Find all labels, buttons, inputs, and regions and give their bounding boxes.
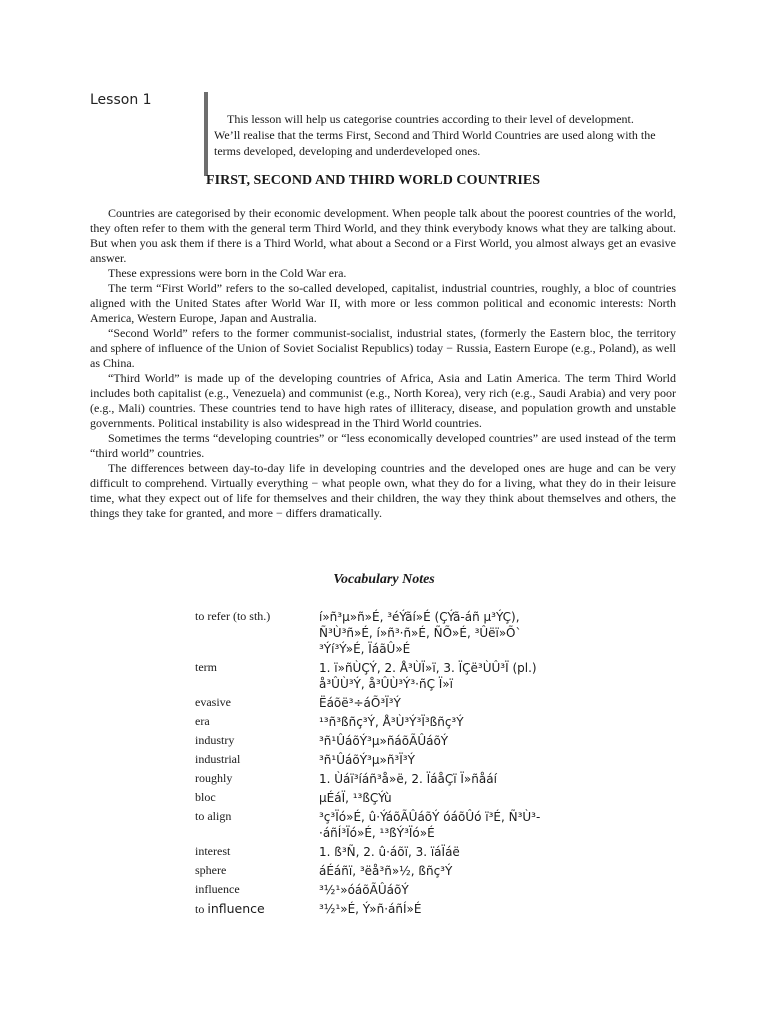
- paragraph: These expressions were born in the Cold War era.: [108, 266, 347, 280]
- vocab-term: evasive: [195, 695, 231, 709]
- vocab-row: [195, 769, 565, 788]
- vocab-term: era: [195, 714, 210, 728]
- vocab-def: µÉáÏ, ¹³ßÇÝù: [319, 790, 392, 805]
- vocab-def: áÉáñï, ³ëå³ñ»½, ßñç³Ý: [319, 863, 453, 878]
- paragraph: “Second World” refers to the former communist-socialist, industrial states, (formerly the Eastern bloc, the territory and sphere of influence of the Union of Soviet Socialist Republics) today − Russia, Eastern Europe (e.g., Poland), as well as China.: [90, 326, 676, 370]
- vocab-row: [195, 807, 565, 842]
- vocab-row: [195, 750, 565, 769]
- intro-text: [214, 111, 679, 159]
- intro-side-bar: [204, 92, 208, 176]
- intro-line-3: terms developed, developing and underdeveloped ones.: [214, 144, 481, 158]
- vocab-def: ³ç³Ïó»É, û·ÝáõÃÛáõÝ óáõÛó ï³É, Ñ³Ù³-·áñÍ³Ïó»É, ¹³ßÝ³Ïó»É: [319, 809, 541, 840]
- vocab-row: [195, 899, 565, 919]
- vocab-term: to align: [195, 809, 232, 823]
- paragraph: The differences between day-to-day life in developing countries and the developed ones are huge and can be very difficult to comprehend. Virtually everything − what people own, what they do for a living, what they do in their leisure time, what they expect out of life for themselves and their children, the way they think about themselves and others, the things they take for granted, and more − differs dramatically.: [90, 461, 676, 520]
- vocab-row: [195, 658, 565, 693]
- vocab-def: Ëáõë³÷áÕ³Ï³Ý: [319, 695, 401, 710]
- vocab-term: roughly: [195, 771, 233, 785]
- vocab-table: [195, 607, 565, 919]
- vocab-row: [195, 693, 565, 712]
- vocab-def: ³ñ¹ÛáõÝ³µ»ñ³Ï³Ý: [319, 752, 415, 767]
- vocab-term: term: [195, 660, 217, 674]
- vocab-term: influence: [195, 882, 240, 896]
- vocab-term: to refer (to sth.): [195, 609, 271, 623]
- paragraph: “Third World” is made up of the developing countries of Africa, Asia and Latin America. The term Third World includes both capitalist (e.g., Venezuela) and communist (e.g., North Korea), very rich (e.g., Saudi Arabia) and very poor (e.g., Mali) countries. These countries tend to have high rates of illiteracy, disease, and population growth and unstable governments. Political instability is also widespread in the Third World countries.: [90, 371, 676, 430]
- paragraph: Countries are categorised by their economic development. When people talk about the poorest countries of the world, they often refer to them with the general term Third World, and they think everybody knows what they are talking about. But when you ask them if there is a Third World, what about a Second or a First World, you almost always get an evasive answer.: [90, 206, 676, 265]
- lesson-label: Lesson 1: [90, 92, 152, 108]
- vocab-def: 1. Ùáï³íáñ³å»ë, 2. ÏáåÇï Ï»ñåáí: [319, 771, 497, 786]
- paragraph: The term “First World” refers to the so-called developed, capitalist, industrial countries, roughly, a bloc of countries aligned with the United States after World War II, with more or less common political and economic interests: North America, Western Europe, Japan and Australia.: [90, 281, 676, 325]
- vocab-def: ³½¹»É, Ý»ñ·áñÍ»É: [319, 901, 422, 916]
- intro-line-1: This lesson will help us categorise countries according to their level of development.: [227, 112, 634, 126]
- vocab-def: ³½¹»óáõÃÛáõÝ: [319, 882, 409, 897]
- intro-line-2: We’ll realise that the terms First, Second and Third World Countries are used along with the: [214, 128, 656, 142]
- vocab-def: ¹³ñ³ßñç³Ý, Å³Ù³Ý³Ï³ßñç³Ý: [319, 714, 464, 729]
- vocab-row: [195, 607, 565, 658]
- vocab-def: í»ñ³µ»ñ»É, ³éÝãí»É (ÇÝã-áñ µ³ÝÇ), Ñ³Ù³ñ»É, í»ñ³·ñ»É, ÑÕ»É, ³Ûëï»Õ` ³Ýí³Ý»É, ÏáãÛ»É: [319, 609, 522, 656]
- vocab-row: [195, 731, 565, 750]
- vocab-term: industry: [195, 733, 235, 747]
- vocab-term: [195, 899, 319, 919]
- vocab-term-word: influence: [207, 901, 265, 916]
- vocab-row: [195, 880, 565, 899]
- vocab-row: [195, 861, 565, 880]
- vocab-term: sphere: [195, 863, 227, 877]
- vocab-term: bloc: [195, 790, 216, 804]
- vocab-def: 1. ß³Ñ, 2. û·áõï, 3. ïáÏáë: [319, 844, 460, 859]
- vocab-row: [195, 788, 565, 807]
- paragraph: Sometimes the terms “developing countries” or “less economically developed countries” are used instead of the term “third world” countries.: [90, 431, 676, 460]
- vocab-row: [195, 842, 565, 861]
- vocab-row: [195, 712, 565, 731]
- vocab-term: interest: [195, 844, 231, 858]
- vocab-term: industrial: [195, 752, 241, 766]
- vocab-def: 1. ï»ñÙÇÝ, 2. Å³ÙÏ»ï, 3. ÏÇë³ÙÛ³Ï (pl.) å³ÛÙ³Ý, å³ÛÙ³Ý³·ñÇ Ï»ï: [319, 660, 537, 691]
- vocab-term-prefix: to: [195, 902, 208, 916]
- page-title: FIRST, SECOND AND THIRD WORLD COUNTRIES: [206, 173, 541, 188]
- vocab-def: ³ñ¹ÛáõÝ³µ»ñáõÃÛáõÝ: [319, 733, 449, 748]
- vocab-title: Vocabulary Notes: [333, 572, 435, 587]
- body-text: [90, 206, 676, 521]
